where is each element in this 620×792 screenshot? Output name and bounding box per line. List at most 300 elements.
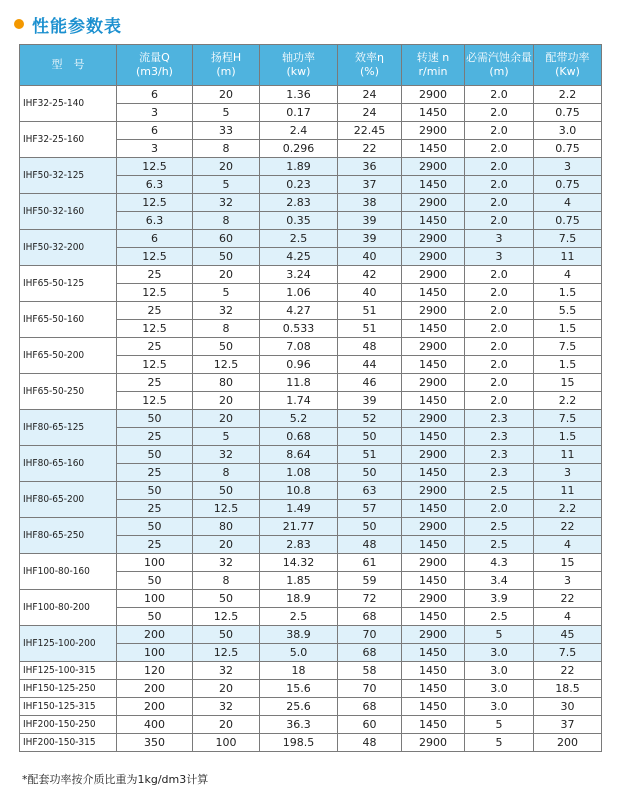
table-cell: 50 xyxy=(338,464,402,482)
table-cell: 20 xyxy=(193,410,260,428)
table-cell: 50 xyxy=(117,410,193,428)
table-row xyxy=(20,446,602,464)
table-cell: 50 xyxy=(338,428,402,446)
table-cell: 8 xyxy=(193,140,260,158)
table-cell: 2900 xyxy=(402,158,465,176)
table-cell: 48 xyxy=(338,536,402,554)
table-cell: 2.0 xyxy=(465,338,534,356)
table-cell: 3 xyxy=(117,104,193,122)
model-cell: IHF200-150-250 xyxy=(20,716,117,734)
model-cell: IHF125-100-200 xyxy=(20,626,117,662)
table-cell: 50 xyxy=(193,248,260,266)
table-cell: 2.3 xyxy=(465,428,534,446)
column-header-unit: r/min xyxy=(418,65,448,78)
column-header-label: 配带功率 xyxy=(545,51,590,64)
table-cell: 0.75 xyxy=(534,176,602,194)
table-row xyxy=(20,554,602,572)
table-cell: 6.3 xyxy=(117,176,193,194)
table-cell: 12.5 xyxy=(193,608,260,626)
model-cell: IHF32-25-140 xyxy=(20,86,117,122)
table-cell: 60 xyxy=(193,230,260,248)
table-cell: 12.5 xyxy=(117,392,193,410)
model-cell: IHF100-80-200 xyxy=(20,590,117,626)
performance-table xyxy=(19,44,602,752)
table-cell: 20 xyxy=(193,86,260,104)
table-cell: 20 xyxy=(193,716,260,734)
table-cell: 1.5 xyxy=(534,428,602,446)
table-cell: 1450 xyxy=(402,662,465,680)
table-cell: 1450 xyxy=(402,212,465,230)
table-cell: 2.3 xyxy=(465,446,534,464)
table-cell: 32 xyxy=(193,554,260,572)
table-cell: 32 xyxy=(193,446,260,464)
table-cell: 12.5 xyxy=(117,356,193,374)
table-cell: 42 xyxy=(338,266,402,284)
table-cell: 20 xyxy=(193,266,260,284)
table-cell: 8 xyxy=(193,464,260,482)
table-body xyxy=(20,86,602,752)
table-cell: 63 xyxy=(338,482,402,500)
column-header xyxy=(465,45,534,86)
column-header-label: 流量Q xyxy=(139,51,170,64)
table-cell: 50 xyxy=(338,518,402,536)
table-cell: 37 xyxy=(338,176,402,194)
table-cell: 2.5 xyxy=(465,518,534,536)
table-cell: 50 xyxy=(117,518,193,536)
model-cell: IHF125-100-315 xyxy=(20,662,117,680)
table-cell: 25 xyxy=(117,302,193,320)
table-cell: 5 xyxy=(465,716,534,734)
table-cell: 2900 xyxy=(402,626,465,644)
table-cell: 3 xyxy=(534,572,602,590)
table-row xyxy=(20,122,602,140)
column-header xyxy=(117,45,193,86)
table-row xyxy=(20,680,602,698)
table-cell: 4 xyxy=(534,194,602,212)
table-row xyxy=(20,482,602,500)
table-cell: 7.5 xyxy=(534,410,602,428)
table-cell: 20 xyxy=(193,158,260,176)
table-cell: 5.2 xyxy=(260,410,338,428)
section-header xyxy=(8,10,122,38)
table-cell: 32 xyxy=(193,662,260,680)
table-cell: 32 xyxy=(193,302,260,320)
table-cell: 2.83 xyxy=(260,536,338,554)
table-cell: 3 xyxy=(465,230,534,248)
table-cell: 70 xyxy=(338,680,402,698)
table-cell: 38.9 xyxy=(260,626,338,644)
table-cell: 1.89 xyxy=(260,158,338,176)
model-cell: IHF100-80-160 xyxy=(20,554,117,590)
table-cell: 0.35 xyxy=(260,212,338,230)
table-cell: 2.0 xyxy=(465,86,534,104)
table-cell: 4 xyxy=(534,608,602,626)
table-cell: 0.75 xyxy=(534,104,602,122)
table-cell: 5.5 xyxy=(534,302,602,320)
table-cell: 1.5 xyxy=(534,356,602,374)
table-cell: 2900 xyxy=(402,86,465,104)
model-cell: IHF50-32-160 xyxy=(20,194,117,230)
table-cell: 5 xyxy=(193,176,260,194)
table-cell: 2900 xyxy=(402,374,465,392)
table-cell: 25 xyxy=(117,536,193,554)
table-cell: 20 xyxy=(193,392,260,410)
model-cell: IHF65-50-160 xyxy=(20,302,117,338)
table-cell: 100 xyxy=(117,590,193,608)
table-cell: 5 xyxy=(193,428,260,446)
table-cell: 200 xyxy=(117,680,193,698)
table-cell: 2.0 xyxy=(465,212,534,230)
table-cell: 1450 xyxy=(402,716,465,734)
model-cell: IHF200-150-315 xyxy=(20,734,117,752)
model-cell: IHF50-32-200 xyxy=(20,230,117,266)
table-cell: 22 xyxy=(534,518,602,536)
column-header-label: 转速 n xyxy=(416,51,450,64)
table-row xyxy=(20,716,602,734)
table-cell: 36.3 xyxy=(260,716,338,734)
table-cell: 4.25 xyxy=(260,248,338,266)
table-cell: 2.0 xyxy=(465,158,534,176)
table-cell: 51 xyxy=(338,302,402,320)
table-cell: 0.23 xyxy=(260,176,338,194)
table-cell: 25 xyxy=(117,500,193,518)
model-cell: IHF150-125-315 xyxy=(20,698,117,716)
table-cell: 1.85 xyxy=(260,572,338,590)
table-row xyxy=(20,230,602,248)
table-cell: 36 xyxy=(338,158,402,176)
table-cell: 25 xyxy=(117,266,193,284)
table-cell: 6 xyxy=(117,230,193,248)
table-cell: 100 xyxy=(117,554,193,572)
table-cell: 18 xyxy=(260,662,338,680)
table-cell: 12.5 xyxy=(117,194,193,212)
column-header-unit: (kw) xyxy=(286,65,311,78)
model-cell: IHF80-65-125 xyxy=(20,410,117,446)
table-cell: 5 xyxy=(465,626,534,644)
table-cell: 25 xyxy=(117,428,193,446)
table-cell: 68 xyxy=(338,608,402,626)
table-cell: 2.5 xyxy=(260,608,338,626)
table-cell: 1450 xyxy=(402,644,465,662)
table-cell: 50 xyxy=(117,572,193,590)
table-cell: 1.36 xyxy=(260,86,338,104)
table-cell: 1.49 xyxy=(260,500,338,518)
table-row xyxy=(20,410,602,428)
table-cell: 1450 xyxy=(402,536,465,554)
table-cell: 3 xyxy=(117,140,193,158)
table-cell: 350 xyxy=(117,734,193,752)
table-cell: 3 xyxy=(534,158,602,176)
table-cell: 7.5 xyxy=(534,338,602,356)
table-cell: 20 xyxy=(193,536,260,554)
table-cell: 52 xyxy=(338,410,402,428)
table-cell: 12.5 xyxy=(117,284,193,302)
table-cell: 68 xyxy=(338,698,402,716)
table-cell: 1450 xyxy=(402,392,465,410)
header-row xyxy=(20,45,602,86)
table-row xyxy=(20,698,602,716)
table-cell: 2.5 xyxy=(465,536,534,554)
table-cell: 1450 xyxy=(402,356,465,374)
column-header xyxy=(534,45,602,86)
table-cell: 39 xyxy=(338,212,402,230)
table-cell: 11 xyxy=(534,446,602,464)
table-cell: 14.32 xyxy=(260,554,338,572)
table-cell: 2.0 xyxy=(465,392,534,410)
table-cell: 10.8 xyxy=(260,482,338,500)
table-cell: 3.4 xyxy=(465,572,534,590)
column-header-unit: (m) xyxy=(489,65,509,78)
table-cell: 1.5 xyxy=(534,320,602,338)
table-cell: 5 xyxy=(193,284,260,302)
table-cell: 25 xyxy=(117,374,193,392)
table-cell: 25.6 xyxy=(260,698,338,716)
table-cell: 198.5 xyxy=(260,734,338,752)
column-header xyxy=(193,45,260,86)
table-cell: 22 xyxy=(534,662,602,680)
table-cell: 2900 xyxy=(402,266,465,284)
orange-dot-icon xyxy=(14,19,24,29)
table-cell: 2.0 xyxy=(465,194,534,212)
table-cell: 68 xyxy=(338,644,402,662)
table-cell: 2900 xyxy=(402,338,465,356)
table-cell: 33 xyxy=(193,122,260,140)
table-cell: 1450 xyxy=(402,428,465,446)
table-cell: 1.08 xyxy=(260,464,338,482)
table-cell: 60 xyxy=(338,716,402,734)
table-cell: 40 xyxy=(338,248,402,266)
table-row xyxy=(20,86,602,104)
table-cell: 40 xyxy=(338,284,402,302)
table-cell: 50 xyxy=(193,338,260,356)
table-cell: 48 xyxy=(338,338,402,356)
table-cell: 15.6 xyxy=(260,680,338,698)
table-cell: 2.0 xyxy=(465,356,534,374)
table-cell: 7.08 xyxy=(260,338,338,356)
table-cell: 22 xyxy=(534,590,602,608)
table-cell: 3.0 xyxy=(465,680,534,698)
table-cell: 2900 xyxy=(402,122,465,140)
column-header-unit: (m) xyxy=(216,65,236,78)
model-cell: IHF65-50-125 xyxy=(20,266,117,302)
table-cell: 2900 xyxy=(402,194,465,212)
table-cell: 24 xyxy=(338,104,402,122)
column-header-label: 轴功率 xyxy=(282,51,315,64)
table-cell: 50 xyxy=(193,590,260,608)
table-cell: 8 xyxy=(193,572,260,590)
table-cell: 200 xyxy=(534,734,602,752)
column-header-label: 扬程H xyxy=(210,51,242,64)
table-cell: 24 xyxy=(338,86,402,104)
table-cell: 0.68 xyxy=(260,428,338,446)
table-row xyxy=(20,158,602,176)
table-cell: 7.5 xyxy=(534,644,602,662)
footnote: *配套功率按介质比重为1kg/dm3计算 xyxy=(22,773,209,786)
table-cell: 6.3 xyxy=(117,212,193,230)
table-cell: 8.64 xyxy=(260,446,338,464)
table-cell: 0.75 xyxy=(534,212,602,230)
table-cell: 1450 xyxy=(402,698,465,716)
table-cell: 1450 xyxy=(402,608,465,626)
table-cell: 46 xyxy=(338,374,402,392)
table-cell: 7.5 xyxy=(534,230,602,248)
column-header xyxy=(338,45,402,86)
table-cell: 2900 xyxy=(402,410,465,428)
table-cell: 59 xyxy=(338,572,402,590)
table-cell: 12.5 xyxy=(193,644,260,662)
table-cell: 2.5 xyxy=(465,482,534,500)
table-cell: 4 xyxy=(534,266,602,284)
table-row xyxy=(20,302,602,320)
table-cell: 30 xyxy=(534,698,602,716)
table-cell: 2.0 xyxy=(465,122,534,140)
table-cell: 3.9 xyxy=(465,590,534,608)
table-cell: 2.0 xyxy=(465,374,534,392)
table-cell: 2900 xyxy=(402,302,465,320)
table-cell: 11 xyxy=(534,482,602,500)
table-cell: 100 xyxy=(117,644,193,662)
table-cell: 2900 xyxy=(402,230,465,248)
table-cell: 2900 xyxy=(402,482,465,500)
table-cell: 1.5 xyxy=(534,284,602,302)
table-cell: 2.5 xyxy=(260,230,338,248)
table-cell: 2.4 xyxy=(260,122,338,140)
table-cell: 18.5 xyxy=(534,680,602,698)
table-cell: 8 xyxy=(193,212,260,230)
table-cell: 11.8 xyxy=(260,374,338,392)
table-row xyxy=(20,374,602,392)
table-cell: 2.0 xyxy=(465,284,534,302)
table-cell: 1450 xyxy=(402,140,465,158)
table-cell: 2.3 xyxy=(465,464,534,482)
column-header xyxy=(260,45,338,86)
model-cell: IHF80-65-200 xyxy=(20,482,117,518)
column-header-label: 必需汽蚀余量 xyxy=(466,51,532,64)
table-cell: 2.83 xyxy=(260,194,338,212)
table-cell: 1450 xyxy=(402,680,465,698)
table-cell: 12.5 xyxy=(193,356,260,374)
table-cell: 20 xyxy=(193,680,260,698)
table-cell: 3.24 xyxy=(260,266,338,284)
column-header-unit: (Kw) xyxy=(555,65,580,78)
table-cell: 2.2 xyxy=(534,392,602,410)
table-cell: 48 xyxy=(338,734,402,752)
page-title: 性能参数表 xyxy=(32,16,122,37)
table-cell: 21.77 xyxy=(260,518,338,536)
table-row xyxy=(20,734,602,752)
table-cell: 2900 xyxy=(402,518,465,536)
model-cell: IHF80-65-160 xyxy=(20,446,117,482)
table-cell: 39 xyxy=(338,230,402,248)
table-cell: 72 xyxy=(338,590,402,608)
table-cell: 120 xyxy=(117,662,193,680)
table-cell: 3.0 xyxy=(465,662,534,680)
table-cell: 2.5 xyxy=(465,608,534,626)
table-cell: 3.0 xyxy=(465,698,534,716)
table-cell: 2.3 xyxy=(465,410,534,428)
table-cell: 2.0 xyxy=(465,500,534,518)
table-cell: 5.0 xyxy=(260,644,338,662)
table-cell: 37 xyxy=(534,716,602,734)
model-cell: IHF150-125-250 xyxy=(20,680,117,698)
table-cell: 8 xyxy=(193,320,260,338)
table-cell: 32 xyxy=(193,194,260,212)
table-cell: 1450 xyxy=(402,284,465,302)
table-cell: 32 xyxy=(193,698,260,716)
table-cell: 50 xyxy=(193,482,260,500)
table-cell: 1450 xyxy=(402,104,465,122)
table-cell: 1450 xyxy=(402,500,465,518)
table-cell: 1450 xyxy=(402,320,465,338)
table-row xyxy=(20,626,602,644)
table-cell: 80 xyxy=(193,374,260,392)
table-cell: 4.27 xyxy=(260,302,338,320)
table-row xyxy=(20,518,602,536)
table-cell: 18.9 xyxy=(260,590,338,608)
table-cell: 22.45 xyxy=(338,122,402,140)
table-cell: 1450 xyxy=(402,176,465,194)
model-cell: IHF50-32-125 xyxy=(20,158,117,194)
table-cell: 57 xyxy=(338,500,402,518)
table-cell: 2.2 xyxy=(534,86,602,104)
table-cell: 2900 xyxy=(402,446,465,464)
table-cell: 0.75 xyxy=(534,140,602,158)
table-row xyxy=(20,590,602,608)
table-cell: 2.0 xyxy=(465,266,534,284)
table-cell: 12.5 xyxy=(117,158,193,176)
column-header-unit: (%) xyxy=(359,65,380,78)
table-row xyxy=(20,662,602,680)
table-cell: 2.0 xyxy=(465,176,534,194)
model-cell: IHF80-65-250 xyxy=(20,518,117,554)
table-cell: 2900 xyxy=(402,734,465,752)
table-cell: 3.0 xyxy=(534,122,602,140)
table-cell: 58 xyxy=(338,662,402,680)
table-cell: 2900 xyxy=(402,248,465,266)
table-cell: 25 xyxy=(117,464,193,482)
column-header-label: 型 号 xyxy=(51,58,85,71)
column-header xyxy=(20,45,117,86)
table-row xyxy=(20,338,602,356)
table-header xyxy=(20,45,602,86)
column-header-label: 效率η xyxy=(355,51,384,64)
table-cell: 0.17 xyxy=(260,104,338,122)
table-cell: 5 xyxy=(465,734,534,752)
table-cell: 51 xyxy=(338,446,402,464)
table-cell: 50 xyxy=(117,608,193,626)
table-cell: 15 xyxy=(534,554,602,572)
table-cell: 0.96 xyxy=(260,356,338,374)
model-cell: IHF32-25-160 xyxy=(20,122,117,158)
table-cell: 12.5 xyxy=(193,500,260,518)
table-cell: 6 xyxy=(117,86,193,104)
table-cell: 4 xyxy=(534,536,602,554)
table-row xyxy=(20,266,602,284)
table-cell: 3 xyxy=(534,464,602,482)
table-cell: 50 xyxy=(117,482,193,500)
table-cell: 2.0 xyxy=(465,320,534,338)
table-cell: 1450 xyxy=(402,464,465,482)
column-header xyxy=(402,45,465,86)
table-cell: 39 xyxy=(338,392,402,410)
table-cell: 15 xyxy=(534,374,602,392)
table-cell: 1450 xyxy=(402,572,465,590)
table-cell: 80 xyxy=(193,518,260,536)
table-cell: 44 xyxy=(338,356,402,374)
table-cell: 45 xyxy=(534,626,602,644)
table-cell: 1.74 xyxy=(260,392,338,410)
table-cell: 2.0 xyxy=(465,104,534,122)
